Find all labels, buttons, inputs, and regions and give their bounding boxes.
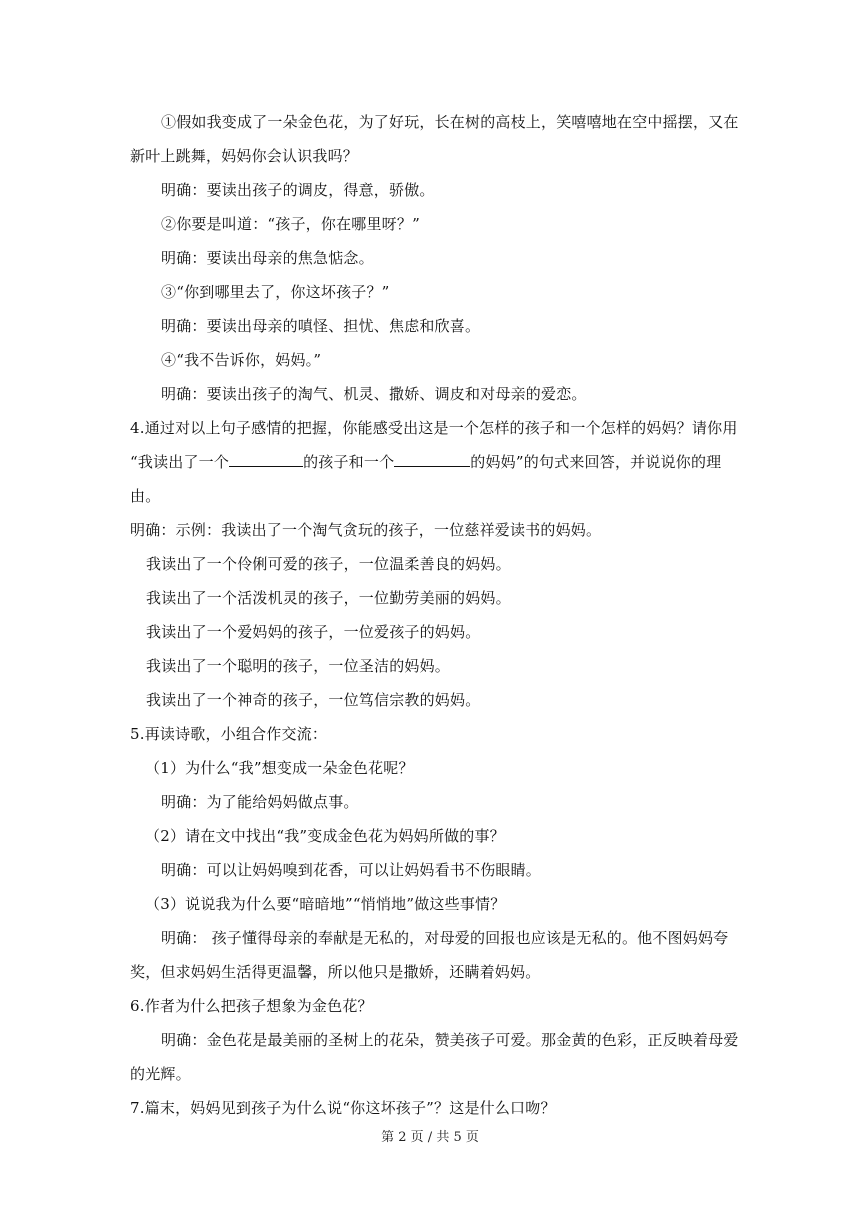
question-5: 5.再读诗歌，小组合作交流： <box>130 725 328 743</box>
paragraph-line: 由。 <box>130 487 161 505</box>
answer-line: 明确： 孩子懂得母亲的奉献是无私的，对母爱的回报也应该是无私的。他不图妈妈夸 <box>161 929 729 947</box>
example-line: 我读出了一个伶俐可爱的孩子，一位温柔善良的妈妈。 <box>146 555 511 573</box>
example-line: 我读出了一个聪明的孩子，一位圣洁的妈妈。 <box>146 657 451 675</box>
quote-line: ③“你到哪里去了，你这坏孩子？” <box>161 283 390 301</box>
page-footer: 第 2 页 / 共 5 页 <box>381 1130 479 1145</box>
answer-line: 明确：为了能给妈妈做点事。 <box>161 793 359 811</box>
sub-question: （2）请在文中找出“我”变成金色花为妈妈所做的事？ <box>145 827 505 845</box>
quote-line: ②你要是叫道：“孩子，你在哪里呀？” <box>161 215 420 233</box>
example-line: 我读出了一个活泼机灵的孩子，一位勤劳美丽的妈妈。 <box>146 589 511 607</box>
fill-blank <box>394 452 470 467</box>
sub-question: （3）说说我为什么要“暗暗地”“悄悄地”做这些事情？ <box>145 895 506 913</box>
template-text: 的妈妈”的句式来回答，并说说你的理 <box>470 453 722 471</box>
template-text: 的孩子和一个 <box>303 453 395 471</box>
answer-line: 明确：可以让妈妈嗅到花香，可以让妈妈看书不伤眼睛。 <box>161 861 542 879</box>
quote-line: ④“我不告诉你，妈妈。” <box>161 351 322 369</box>
answer-line: 明确：要读出母亲的嗔怪、担忧、焦虑和欣喜。 <box>161 317 481 335</box>
answer-line: 明确：要读出母亲的焦急惦念。 <box>161 249 374 267</box>
answer-line: 明确：要读出孩子的调皮，得意，骄傲。 <box>161 181 435 199</box>
example-line: 我读出了一个神奇的孩子，一位笃信宗教的妈妈。 <box>146 691 481 709</box>
question-7: 7.篇末，妈妈见到孩子为什么说“你这坏孩子”？这是什么口吻？ <box>130 1099 556 1117</box>
paragraph-line: 新叶上跳舞，妈妈你会认识我吗？ <box>130 147 359 165</box>
paragraph-line: ①假如我变成了一朵金色花，为了好玩，长在树的高枝上，笑嘻嘻地在空中摇摆，又在 <box>161 113 739 131</box>
paragraph-line: 的光辉。 <box>130 1065 191 1083</box>
answer-line: 明确：金色花是最美丽的圣树上的花朵，赞美孩子可爱。那金黄的色彩，正反映着母爱 <box>161 1031 739 1049</box>
question-4-template-line <box>130 452 721 472</box>
paragraph-line: 奖，但求妈妈生活得更温馨，所以他只是撒娇，还瞒着妈妈。 <box>130 963 541 981</box>
template-text: “我读出了一个 <box>130 453 230 471</box>
question-6: 6.作者为什么把孩子想象为金色花？ <box>130 997 373 1015</box>
fill-blank <box>229 452 303 467</box>
sub-question: （1）为什么“我”想变成一朵金色花呢？ <box>145 759 414 777</box>
answer-line: 明确：示例：我读出了一个淘气贪玩的孩子，一位慈祥爱读书的妈妈。 <box>130 521 602 539</box>
answer-line: 明确：要读出孩子的淘气、机灵、撒娇、调皮和对母亲的爱恋。 <box>161 385 587 403</box>
question-4: 4.通过对以上句子感情的把握，你能感受出这是一个怎样的孩子和一个怎样的妈妈？请你用 <box>130 419 738 437</box>
example-line: 我读出了一个爱妈妈的孩子，一位爱孩子的妈妈。 <box>146 623 481 641</box>
